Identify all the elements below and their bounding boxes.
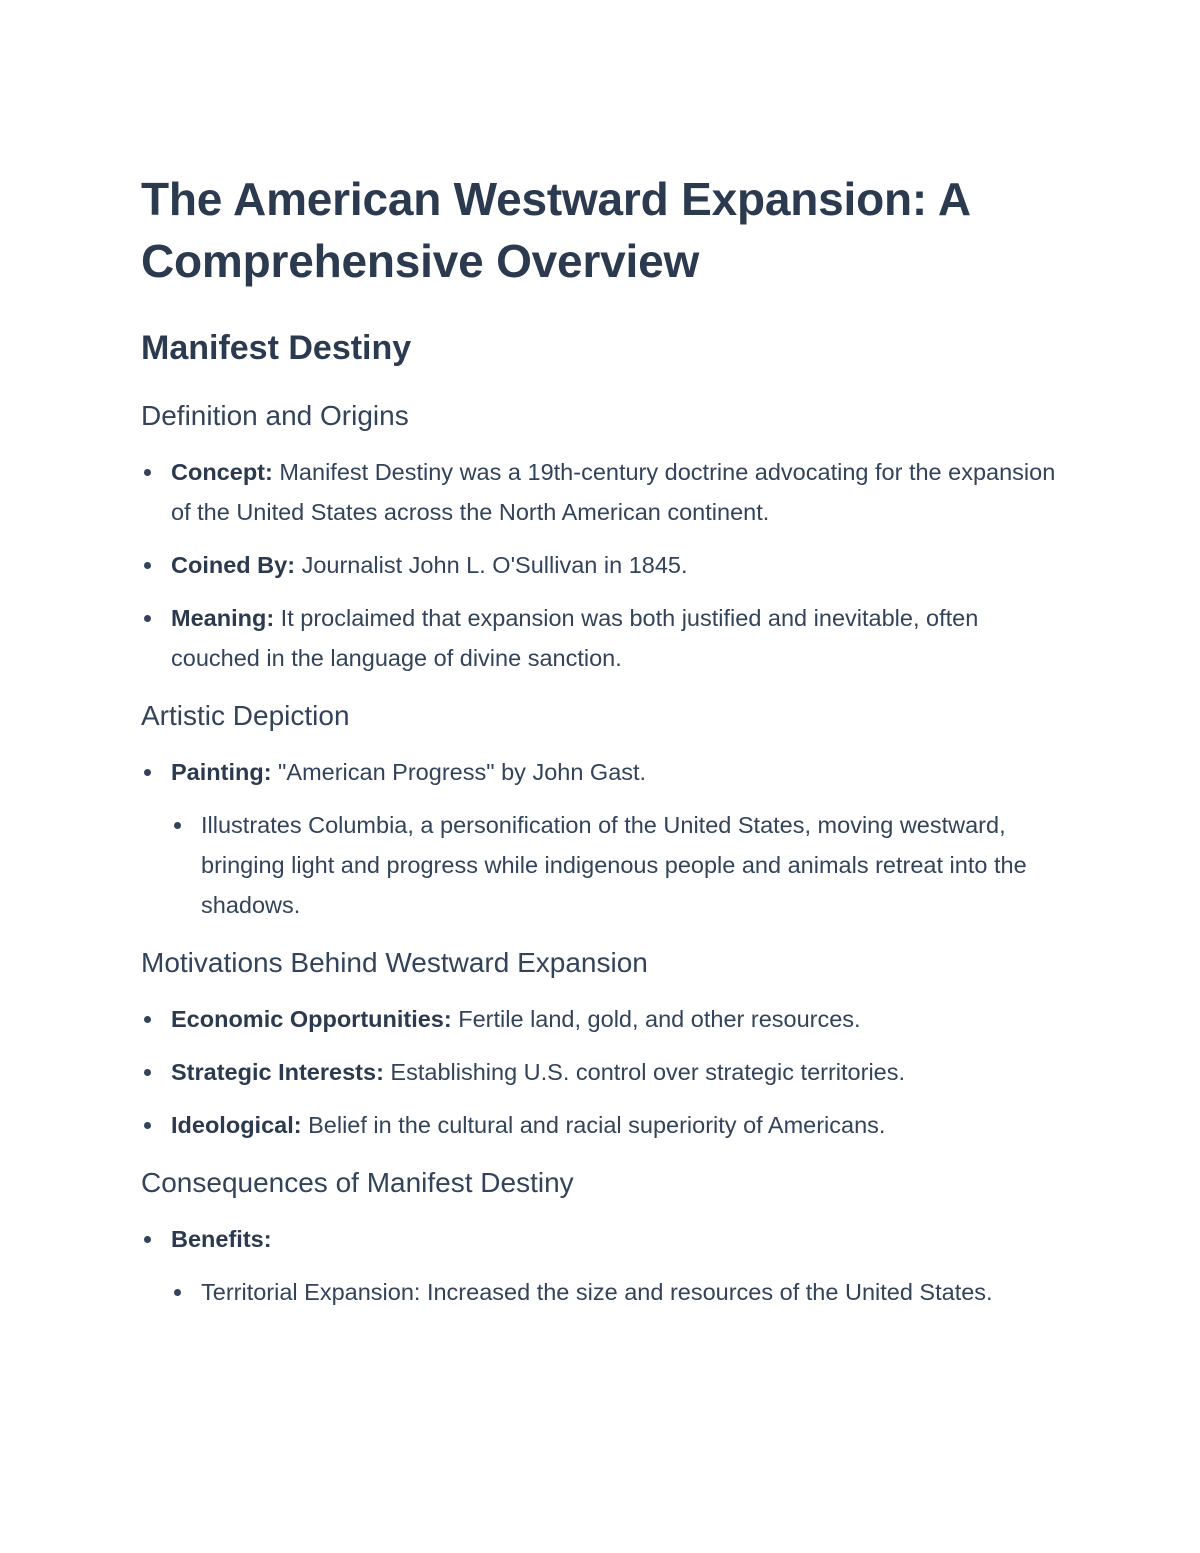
bullet-icon bbox=[144, 769, 151, 776]
list-item bbox=[141, 452, 1071, 532]
definition-list bbox=[141, 452, 1071, 678]
item-text: "American Progress" by John Gast. bbox=[271, 759, 647, 785]
term-separator: : bbox=[287, 552, 296, 578]
term-label: Ideological bbox=[171, 1112, 294, 1138]
term-separator: : bbox=[266, 605, 275, 631]
consequences-list bbox=[141, 1219, 1071, 1312]
bullet-icon bbox=[144, 562, 151, 569]
item-text: Fertile land, gold, and other resources. bbox=[451, 1006, 861, 1032]
item-text: Illustrates Columbia, a personification of the United States, moving westward, bringing light and progress while indigenous people and animals retreat into the shadows. bbox=[201, 812, 1027, 918]
term-label: Economic Opportunities bbox=[171, 1006, 444, 1032]
subheading-consequences: Consequences of Manifest Destiny bbox=[141, 1167, 574, 1198]
bullet-icon bbox=[144, 615, 151, 622]
term-separator: : bbox=[376, 1059, 384, 1085]
bullet-icon bbox=[144, 469, 151, 476]
term-separator: : bbox=[263, 759, 272, 785]
term-separator: : bbox=[265, 459, 273, 485]
term-separator: : bbox=[293, 1112, 302, 1138]
motivations-list bbox=[141, 999, 1071, 1145]
subheading-definition-and-origins: Definition and Origins bbox=[141, 400, 409, 431]
list-item bbox=[141, 598, 1071, 678]
bullet-icon bbox=[144, 1122, 151, 1129]
subheading-motivations: Motivations Behind Westward Expansion bbox=[141, 947, 648, 978]
document-title: The American Westward Expansion: A Comprehensive Overview bbox=[141, 173, 970, 287]
nested-list-item bbox=[171, 805, 1071, 925]
item-text: Manifest Destiny was a 19th-century doctrine advocating for the expansion of the United States across the North American continent. bbox=[171, 459, 1056, 525]
artistic-list bbox=[141, 752, 1071, 925]
term-separator: : bbox=[443, 1006, 452, 1032]
nested-list bbox=[171, 1272, 1071, 1312]
term-label: Meaning bbox=[171, 605, 267, 631]
nested-list-item bbox=[171, 1272, 1071, 1312]
item-text: Establishing U.S. control over strategic territories. bbox=[383, 1059, 906, 1085]
bullet-icon bbox=[144, 1069, 151, 1076]
document-page bbox=[141, 168, 1071, 1312]
bullet-icon bbox=[144, 1236, 151, 1243]
section-heading-manifest-destiny: Manifest Destiny bbox=[141, 329, 412, 367]
item-text: Territorial Expansion: Increased the size and resources of the United States. bbox=[201, 1279, 993, 1305]
term-label: Concept bbox=[171, 459, 265, 485]
list-item bbox=[141, 1219, 1071, 1312]
item-text: Journalist John L. O'Sullivan in 1845. bbox=[295, 552, 688, 578]
item-text: It proclaimed that expansion was both justified and inevitable, often couched in the language of divine sanction. bbox=[171, 605, 979, 671]
term-label: Painting bbox=[171, 759, 264, 785]
bullet-icon bbox=[174, 1289, 181, 1296]
list-item bbox=[141, 1052, 1071, 1092]
term-label: Coined By bbox=[171, 552, 288, 578]
term-separator: : bbox=[263, 1226, 272, 1252]
item-text: Belief in the cultural and racial superiority of Americans. bbox=[301, 1112, 886, 1138]
bullet-icon bbox=[144, 1016, 151, 1023]
list-item bbox=[141, 999, 1071, 1039]
list-item bbox=[141, 752, 1071, 925]
nested-list bbox=[171, 805, 1071, 925]
term-label: Strategic Interests bbox=[171, 1059, 377, 1085]
term-label: Benefits bbox=[171, 1226, 264, 1252]
subheading-artistic-depiction: Artistic Depiction bbox=[141, 700, 350, 731]
list-item bbox=[141, 1105, 1071, 1145]
list-item bbox=[141, 545, 1071, 585]
bullet-icon bbox=[174, 822, 181, 829]
